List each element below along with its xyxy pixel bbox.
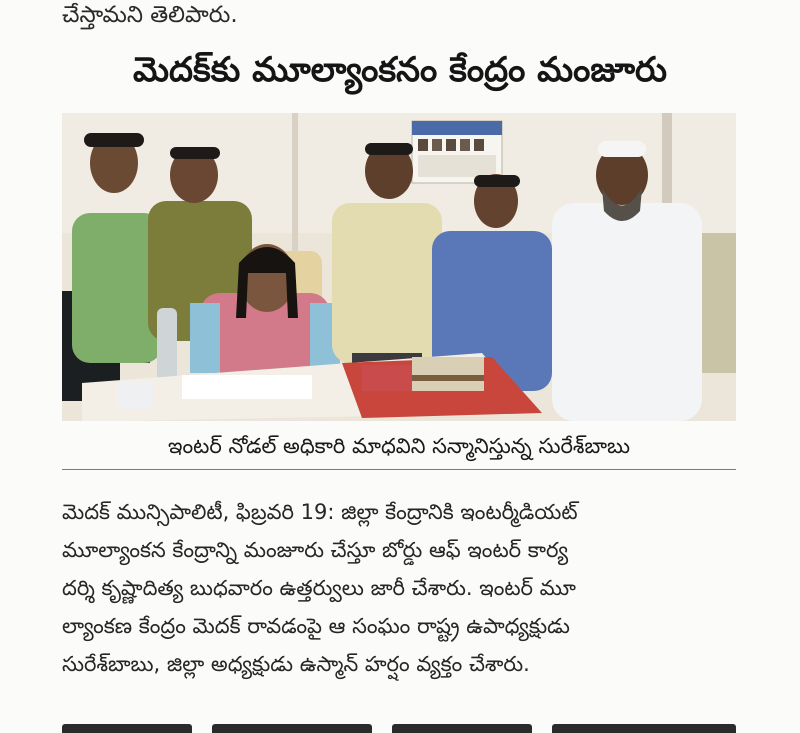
photo-caption: ఇంటర్ నోడల్ అధికారి మాధవిని సన్మానిస్తున్న సురేశ్‌బాబు (168, 434, 630, 458)
body-line: సురేశ్‌బాబు, జిల్లా అధ్యక్షుడు ఉస్మాన్ హర్షం వ్యక్తం చేశారు. (62, 652, 530, 676)
body-line: మూల్యాంకన కేంద్రాన్ని మంజూరు చేస్తూ బోర్డు ఆఫ్ ఇంటర్ కార్య (62, 538, 569, 562)
article-body (62, 493, 736, 683)
caption-divider (62, 469, 736, 470)
previous-article-tail: చేస్తామని తెలిపారు. (62, 2, 238, 28)
headline: మెదక్‌కు మూల్యాంకనం కేంద్రం మంజూరు (133, 50, 667, 90)
article-photo (62, 113, 736, 421)
body-line: మెదక్ మున్సిపాలిటీ, ఫిబ్రవరి 19: జిల్లా కేంద్రానికి ఇంటర్మీడియట్ (62, 500, 578, 524)
body-line: దర్శి కృష్ణాదిత్య బుధవారం ఉత్తర్వులు జారీ చేశారు. ఇంటర్ మూ (62, 576, 576, 600)
body-line: ల్యాంకణ కేంద్రం మెదక్ రావడంపై ఆ సంఘం రాష్ట్ర ఉపాధ్యక్షుడు (62, 614, 570, 638)
next-headline-cutoff (62, 720, 736, 733)
